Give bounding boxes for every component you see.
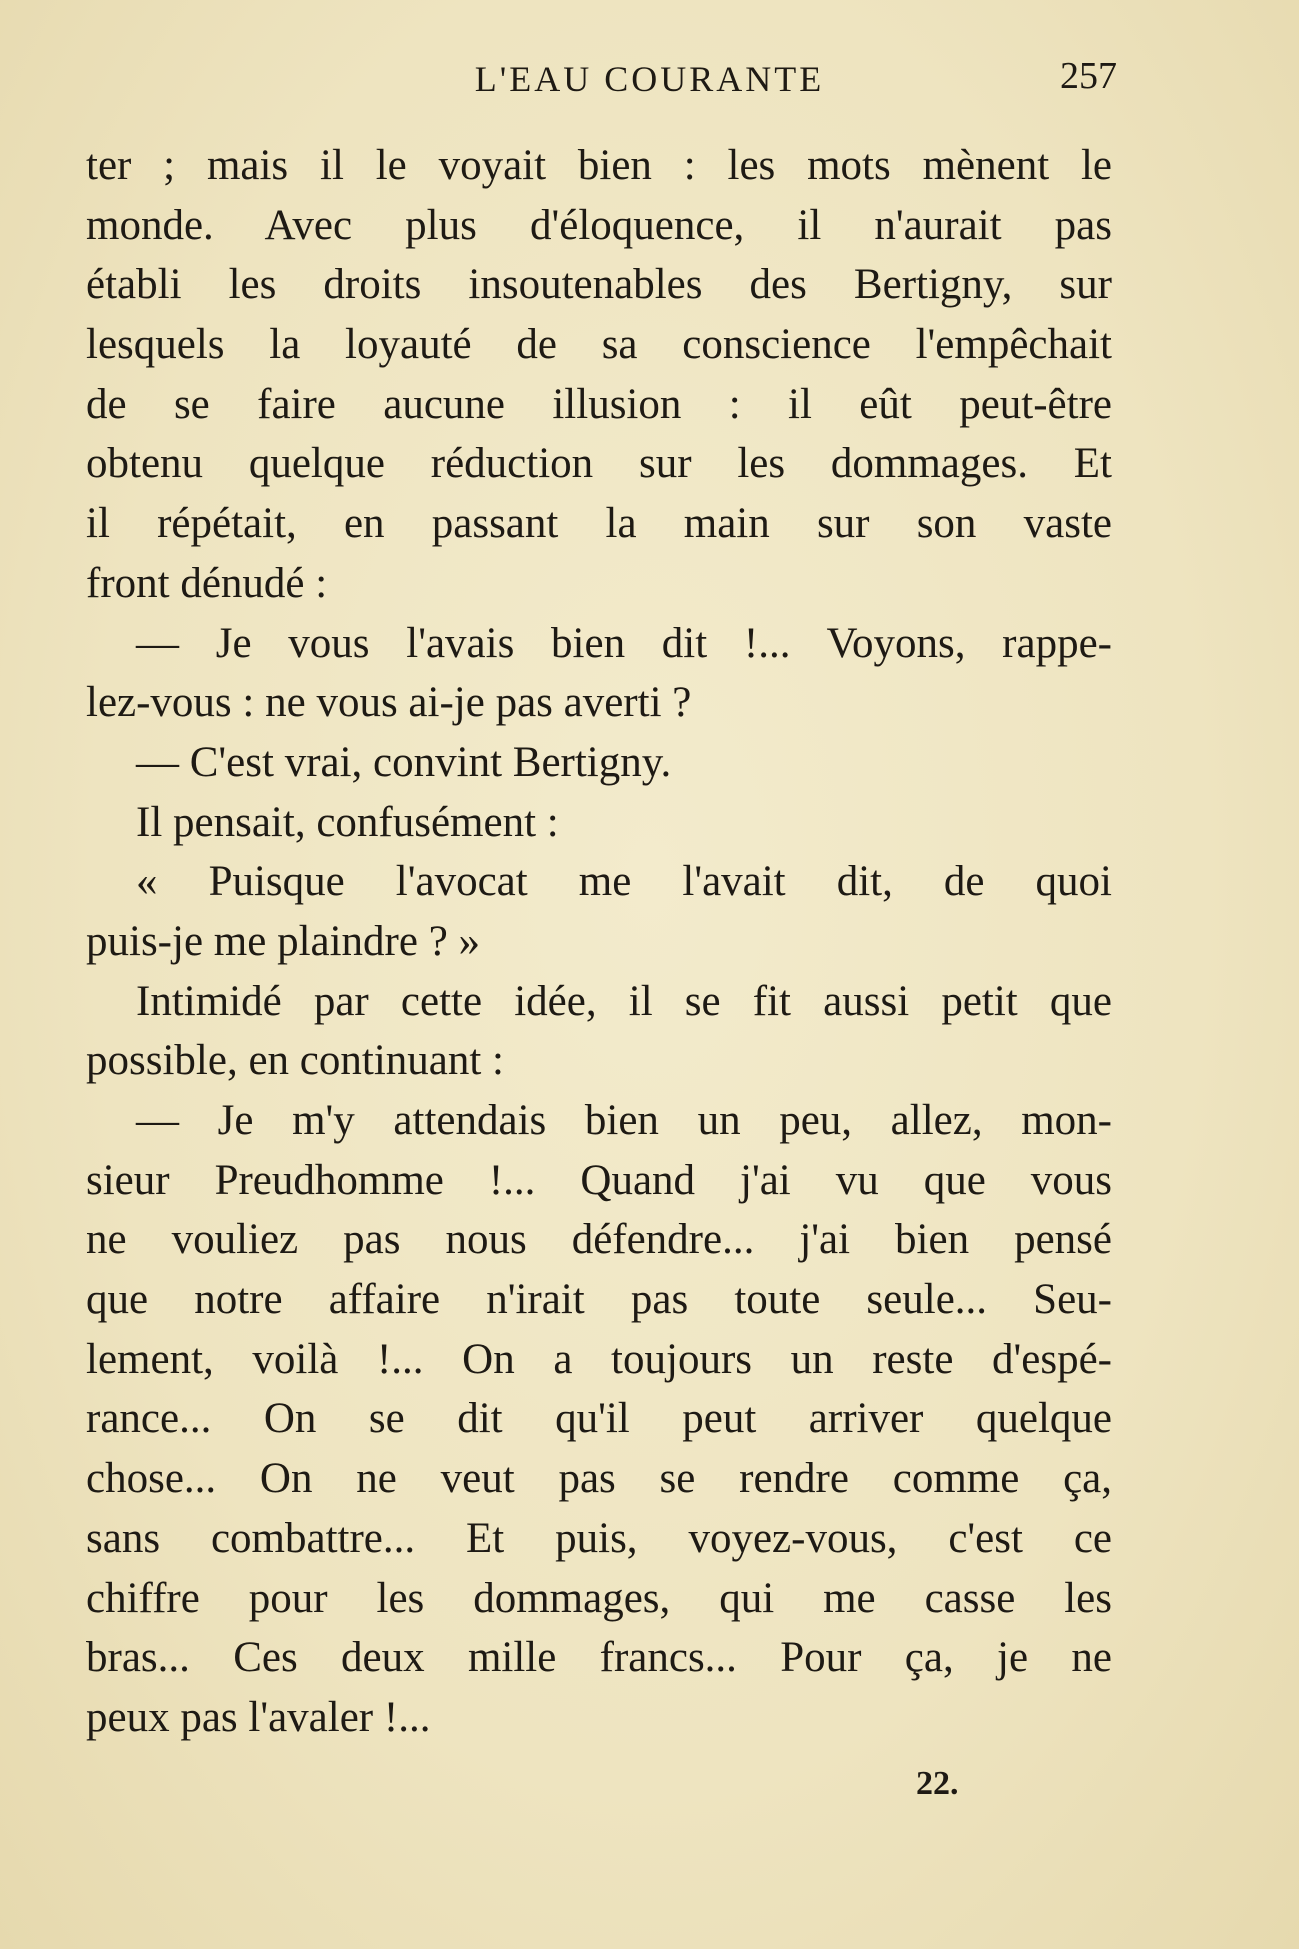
page-header [0, 55, 1299, 108]
text-line: il répétait, en passant la main sur son vaste [86, 500, 1112, 548]
text-line: puis-je me plaindre ? » [86, 917, 481, 965]
text-line: — C'est vrai, convint Bertigny. [136, 738, 672, 786]
text-line: bras... Ces deux mille francs... Pour ça, je ne [86, 1634, 1112, 1682]
body-text [86, 136, 1112, 1748]
text-line: que notre affaire n'irait pas toute seule... Seu- [86, 1276, 1112, 1324]
text-line: sieur Preudhomme !... Quand j'ai vu que vous [86, 1156, 1112, 1204]
text-line: sans combattre... Et puis, voyez-vous, c'est ce [86, 1514, 1112, 1562]
text-line: lesquels la loyauté de sa conscience l'empêchait [86, 321, 1112, 369]
text-line: lement, voilà !... On a toujours un reste d'espé- [86, 1335, 1112, 1383]
text-line: peux pas l'avaler !... [86, 1693, 431, 1741]
signature-mark: 22. [916, 1765, 959, 1802]
page-number: 257 [1060, 55, 1117, 97]
text-line: ter ; mais il le voyait bien : les mots mènent le [86, 142, 1112, 189]
text-line: — Je vous l'avais bien dit !... Voyons, rappe- [136, 619, 1112, 667]
text-line: de se faire aucune illusion : il eût peut-être [86, 380, 1112, 428]
running-title: L'EAU COURANTE [474, 59, 825, 99]
text-line: Il pensait, confusément : [136, 798, 559, 846]
text-line: — Je m'y attendais bien un peu, allez, mon- [136, 1097, 1112, 1144]
text-line: établi les droits insoutenables des Bertigny, sur [86, 261, 1112, 309]
text-line: Intimidé par cette idée, il se fit aussi petit que [136, 977, 1112, 1025]
text-line: rance... On se dit qu'il peut arriver quelque [86, 1395, 1112, 1443]
text-line: lez-vous : ne vous ai-je pas averti ? [86, 679, 692, 727]
text-line: chose... On ne veut pas se rendre comme ça, [86, 1455, 1112, 1503]
text-line: possible, en continuant : [86, 1037, 504, 1085]
text-line: chiffre pour les dommages, qui me casse les [86, 1574, 1112, 1622]
text-line: monde. Avec plus d'éloquence, il n'aurait pas [86, 201, 1112, 249]
text-line: front dénudé : [86, 559, 328, 607]
text-line: obtenu quelque réduction sur les dommages. Et [86, 440, 1112, 488]
text-line: ne vouliez pas nous défendre... j'ai bien pensé [86, 1216, 1112, 1264]
text-line: « Puisque l'avocat me l'avait dit, de quoi [136, 858, 1112, 906]
